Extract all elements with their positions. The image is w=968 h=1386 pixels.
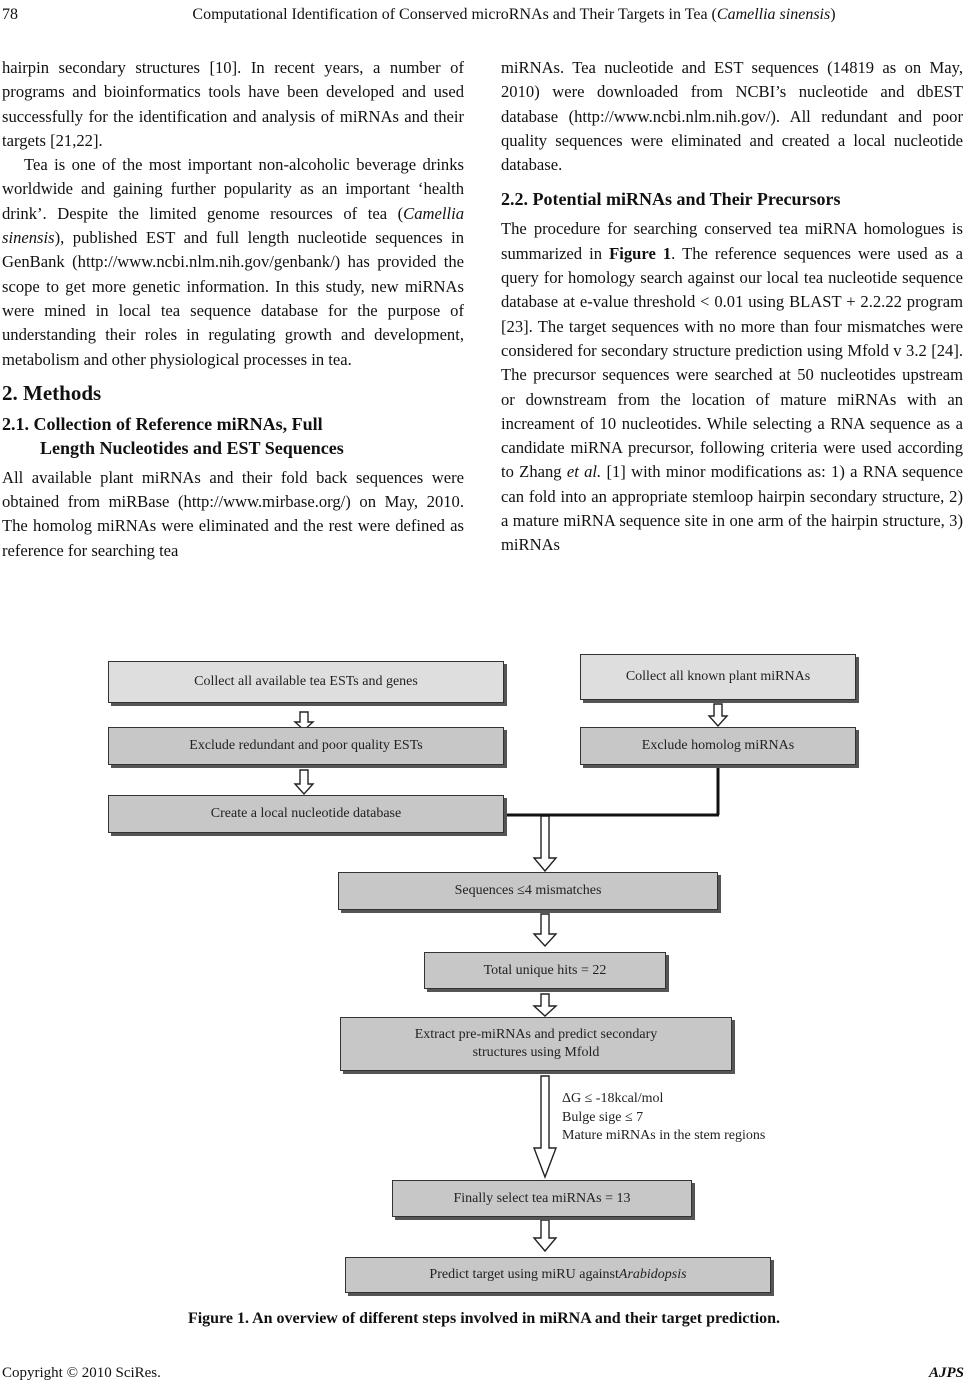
step-sequences-mismatches: Sequences ≤4 mismatches bbox=[338, 872, 718, 910]
figure-caption: Figure 1. An overview of different steps involved in miRNA and their target prediction. bbox=[187, 1310, 781, 1327]
page-number: 78 bbox=[2, 6, 18, 23]
paragraph: miRNAs. Tea nucleotide and EST sequences (14819 as on May, 2010) were downloaded from NCBI’s nucleotide and dbEST database (http://www.ncbi.nlm.nih.gov/). All redundant and poor quality sequences were eliminated and created a local nucleotide database. bbox=[501, 58, 963, 175]
down-arrow-icon bbox=[534, 1076, 556, 1177]
step-extract-pre-mirnas: Extract pre-miRNAs and predict secondary structures using Mfold bbox=[340, 1017, 732, 1071]
copyright: Copyright © 2010 SciRes. bbox=[2, 1365, 161, 1381]
down-arrow-icon bbox=[709, 704, 727, 726]
subsection-heading: 2.2. Potential miRNAs and Their Precursors bbox=[501, 189, 841, 210]
subsection-heading: 2.1. Collection of Reference miRNAs, Full Length Nucleotides and EST Sequences bbox=[2, 413, 344, 458]
step-predict-target: Predict target using miRU against Arabidopsis bbox=[345, 1257, 771, 1293]
filter-criteria: ΔG ≤ -18kcal/mol Bulge sige ≤ 7 Mature miRNAs in the stem regions bbox=[562, 1091, 766, 1143]
down-arrow-icon bbox=[534, 994, 556, 1016]
right-column bbox=[501, 56, 963, 558]
section-heading: 2. Methods bbox=[2, 380, 102, 405]
step-collect-plant-mirnas: Collect all known plant miRNAs bbox=[580, 654, 856, 700]
connector-line bbox=[505, 766, 719, 815]
paragraph: The procedure for searching conserved tea miRNA homologues is summarized in Figure 1. The reference sequences were used as a query for homology search against our local tea nucleotide sequence database at e-value threshold < 0.01 using BLAST + 2.2.22 program [23]. The target sequences with no more than four mismatches were considered for secondary structure prediction using Mfold v 3.2 [24]. The precursor sequences were searched at 50 nucleotides upstream or downstream from the location of mature miRNAs with an increament of 10 nucleotides. While selecting a RNA sequence as a candidate miRNA precursor, following criteria were used according to Zhang et al. [1] with minor modifications as: 1) a RNA sequence can fold into an appropriate stemloop hairpin secondary structure, 2) a mature miRNA sequence site in one arm of the hairpin structure, 3) miRNAs bbox=[501, 219, 963, 555]
down-arrow-icon bbox=[295, 770, 313, 794]
paragraph: Tea is one of the most important non-alcoholic beverage drinks worldwide and gaining further popularity as an important ‘health drink’. Despite the limited genome resources of tea (Camellia sinensis), published EST and full length nucleotide sequences in GenBank (http://www.ncbi.nlm.nih.gov/genbank/) has provided the scope to get more genetic information. In this study, new miRNAs were mined in local tea sequence database for the purpose of understanding their roles in regulating growth and development, metabolism and other physiological processes in tea. bbox=[2, 155, 464, 369]
step-exclude-homolog-mirnas: Exclude homolog miRNAs bbox=[580, 727, 856, 765]
running-header bbox=[0, 6, 968, 28]
step-create-local-database: Create a local nucleotide database bbox=[108, 795, 504, 833]
page-footer bbox=[2, 1365, 964, 1382]
running-title: Computational Identification of Conserved microRNAs and Their Targets in Tea (Camellia sinensis) bbox=[192, 6, 836, 23]
step-exclude-redundant-ests: Exclude redundant and poor quality ESTs bbox=[108, 727, 504, 765]
journal-name: AJPS bbox=[928, 1365, 964, 1381]
down-arrow-icon bbox=[534, 1220, 556, 1251]
down-arrow-icon bbox=[534, 914, 556, 946]
step-collect-tea-ests: Collect all available tea ESTs and genes bbox=[108, 661, 504, 703]
down-arrow-icon bbox=[534, 816, 556, 871]
figure-1-flowchart bbox=[0, 640, 968, 1280]
step-final-selection: Finally select tea miRNAs = 13 bbox=[392, 1180, 692, 1217]
paragraph: All available plant miRNAs and their fold back sequences were obtained from miRBase (http://www.mirbase.org/) on May, 2010. The homolog miRNAs were eliminated and the rest were defined as reference for searching tea bbox=[2, 467, 464, 560]
paragraph: hairpin secondary structures [10]. In recent years, a number of programs and bioinformatics tools have been developed and used successfully for the identification and analysis of miRNAs and their targets [21,22]. bbox=[2, 58, 464, 150]
left-column bbox=[2, 56, 464, 563]
step-total-unique-hits: Total unique hits = 22 bbox=[424, 952, 666, 989]
